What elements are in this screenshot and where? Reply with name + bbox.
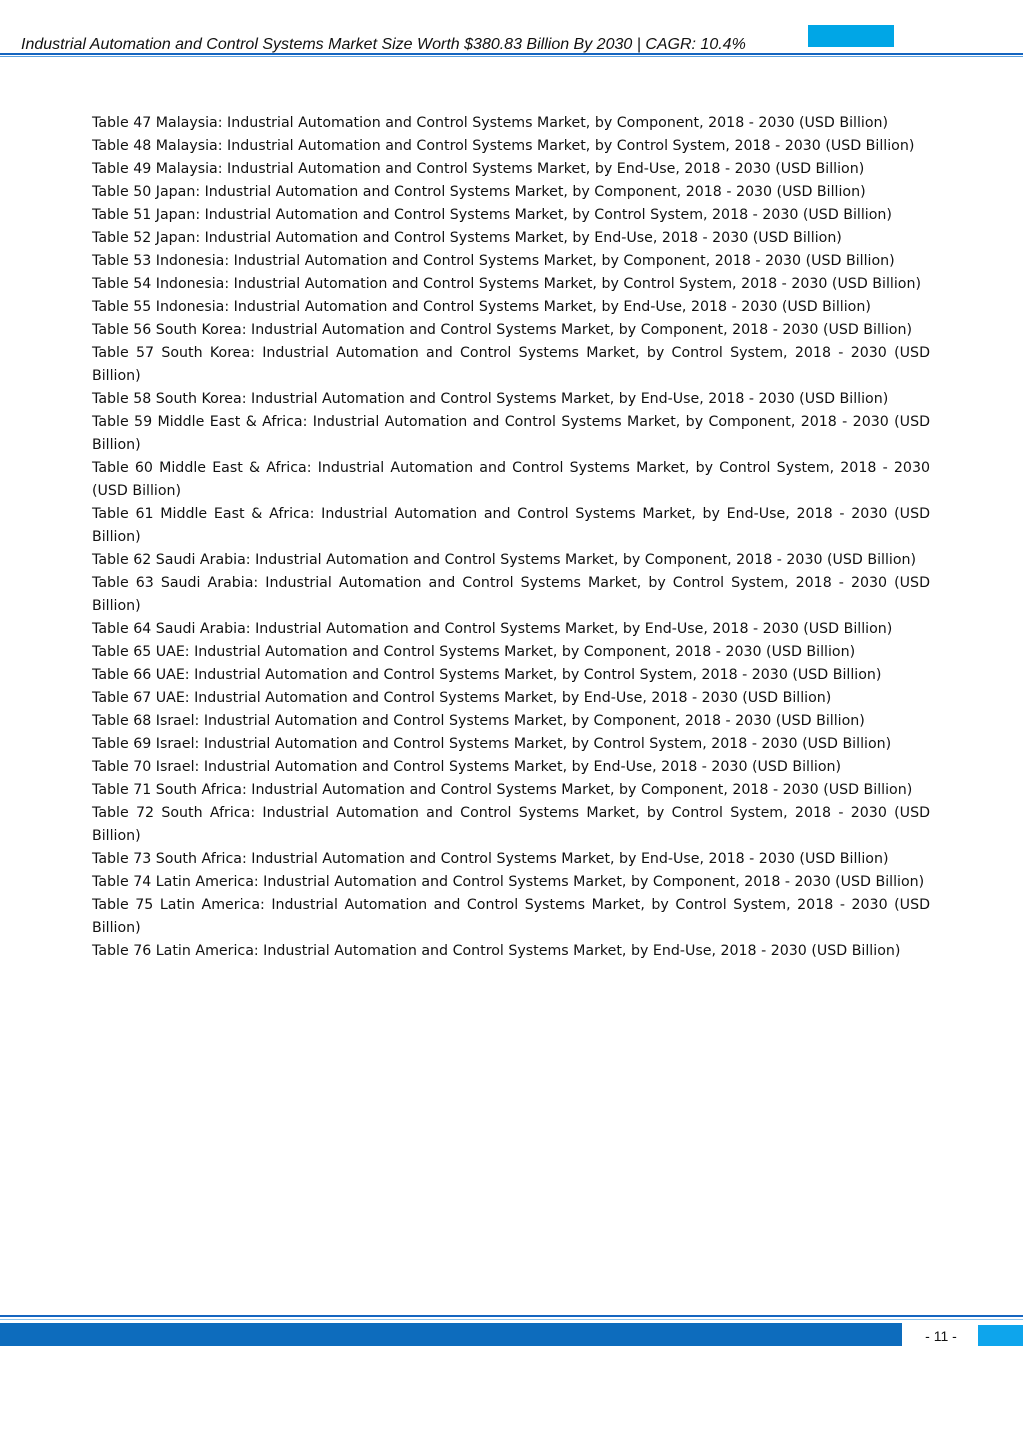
toc-entry-table-50: Table 50 Japan: Industrial Automation and Control Systems Market, by Component, 2018 - 2030 (USD Billion)	[92, 184, 866, 200]
toc-entry-table-75: Table 75 Latin America: Industrial Automation and Control Systems Market, by Control System, 2018 - 2030 (USD Billion)	[92, 897, 930, 936]
footer-bar	[0, 1323, 902, 1346]
header-rule	[0, 53, 1023, 55]
toc-entry-table-67: Table 67 UAE: Industrial Automation and Control Systems Market, by End-Use, 2018 - 2030 (USD Billion)	[92, 690, 832, 706]
document-header-title: Industrial Automation and Control Systems Market Size Worth $380.83 Billion By 2030 | CAGR: 10.4%	[21, 36, 746, 53]
toc-entry-table-71: Table 71 South Africa: Industrial Automation and Control Systems Market, by Component, 2018 - 2030 (USD Billion)	[92, 782, 913, 798]
toc-entry-table-47: Table 47 Malaysia: Industrial Automation and Control Systems Market, by Component, 2018 - 2030 (USD Billion)	[92, 115, 889, 131]
list-of-tables	[92, 112, 930, 963]
header-rule-secondary	[0, 56, 1023, 57]
footer-rule	[0, 1315, 1023, 1317]
toc-entry-table-69: Table 69 Israel: Industrial Automation and Control Systems Market, by Control System, 2018 - 2030 (USD Billion)	[92, 736, 892, 752]
toc-entry-table-61: Table 61 Middle East & Africa: Industrial Automation and Control Systems Market, by End-Use, 2018 - 2030 (USD Billion)	[92, 506, 930, 545]
page-number: - 11 -	[925, 1328, 957, 1344]
toc-entry-table-52: Table 52 Japan: Industrial Automation and Control Systems Market, by End-Use, 2018 - 2030 (USD Billion)	[92, 230, 842, 246]
toc-entry-table-55: Table 55 Indonesia: Industrial Automation and Control Systems Market, by End-Use, 2018 - 2030 (USD Billion)	[92, 299, 871, 315]
toc-entry-table-49: Table 49 Malaysia: Industrial Automation and Control Systems Market, by End-Use, 2018 - 2030 (USD Billion)	[92, 161, 865, 177]
toc-entry-table-64: Table 64 Saudi Arabia: Industrial Automation and Control Systems Market, by End-Use, 2018 - 2030 (USD Billion)	[92, 621, 893, 637]
toc-entry-table-59: Table 59 Middle East & Africa: Industrial Automation and Control Systems Market, by Component, 2018 - 2030 (USD Billion)	[92, 414, 930, 453]
toc-entry-table-62: Table 62 Saudi Arabia: Industrial Automation and Control Systems Market, by Component, 2018 - 2030 (USD Billion)	[92, 552, 917, 568]
toc-entry-table-56: Table 56 South Korea: Industrial Automation and Control Systems Market, by Component, 2018 - 2030 (USD Billion)	[92, 322, 913, 338]
footer-accent-block	[978, 1325, 1023, 1346]
toc-entry-table-73: Table 73 South Africa: Industrial Automation and Control Systems Market, by End-Use, 2018 - 2030 (USD Billion)	[92, 851, 889, 867]
toc-entry-table-54: Table 54 Indonesia: Industrial Automation and Control Systems Market, by Control System, 2018 - 2030 (USD Billion)	[92, 276, 921, 292]
toc-entry-table-72: Table 72 South Africa: Industrial Automation and Control Systems Market, by Control System, 2018 - 2030 (USD Billion)	[92, 805, 930, 844]
toc-entry-table-58: Table 58 South Korea: Industrial Automation and Control Systems Market, by End-Use, 2018 - 2030 (USD Billion)	[92, 391, 889, 407]
toc-entry-table-68: Table 68 Israel: Industrial Automation and Control Systems Market, by Component, 2018 - 2030 (USD Billion)	[92, 713, 865, 729]
toc-entry-table-51: Table 51 Japan: Industrial Automation and Control Systems Market, by Control System, 2018 - 2030 (USD Billion)	[92, 207, 892, 223]
toc-entry-table-60: Table 60 Middle East & Africa: Industrial Automation and Control Systems Market, by Control System, 2018 - 2030 (USD Billion)	[92, 460, 930, 499]
toc-entry-table-65: Table 65 UAE: Industrial Automation and Control Systems Market, by Component, 2018 - 2030 (USD Billion)	[92, 644, 856, 660]
toc-entry-table-48: Table 48 Malaysia: Industrial Automation and Control Systems Market, by Control System, 2018 - 2030 (USD Billion)	[92, 138, 915, 154]
toc-entry-table-70: Table 70 Israel: Industrial Automation and Control Systems Market, by End-Use, 2018 - 2030 (USD Billion)	[92, 759, 842, 775]
toc-entry-table-66: Table 66 UAE: Industrial Automation and Control Systems Market, by Control System, 2018 - 2030 (USD Billion)	[92, 667, 882, 683]
footer-rule-secondary	[0, 1319, 1023, 1320]
toc-entry-table-74: Table 74 Latin America: Industrial Automation and Control Systems Market, by Component, 2018 - 2030 (USD Billion)	[92, 874, 925, 890]
toc-entry-table-53: Table 53 Indonesia: Industrial Automation and Control Systems Market, by Component, 2018 - 2030 (USD Billion)	[92, 253, 895, 269]
toc-entry-table-57: Table 57 South Korea: Industrial Automation and Control Systems Market, by Control System, 2018 - 2030 (USD Billion)	[92, 345, 930, 384]
toc-entry-table-76: Table 76 Latin America: Industrial Automation and Control Systems Market, by End-Use, 2018 - 2030 (USD Billion)	[92, 943, 901, 959]
toc-entry-table-63: Table 63 Saudi Arabia: Industrial Automation and Control Systems Market, by Control System, 2018 - 2030 (USD Billion)	[92, 575, 930, 614]
